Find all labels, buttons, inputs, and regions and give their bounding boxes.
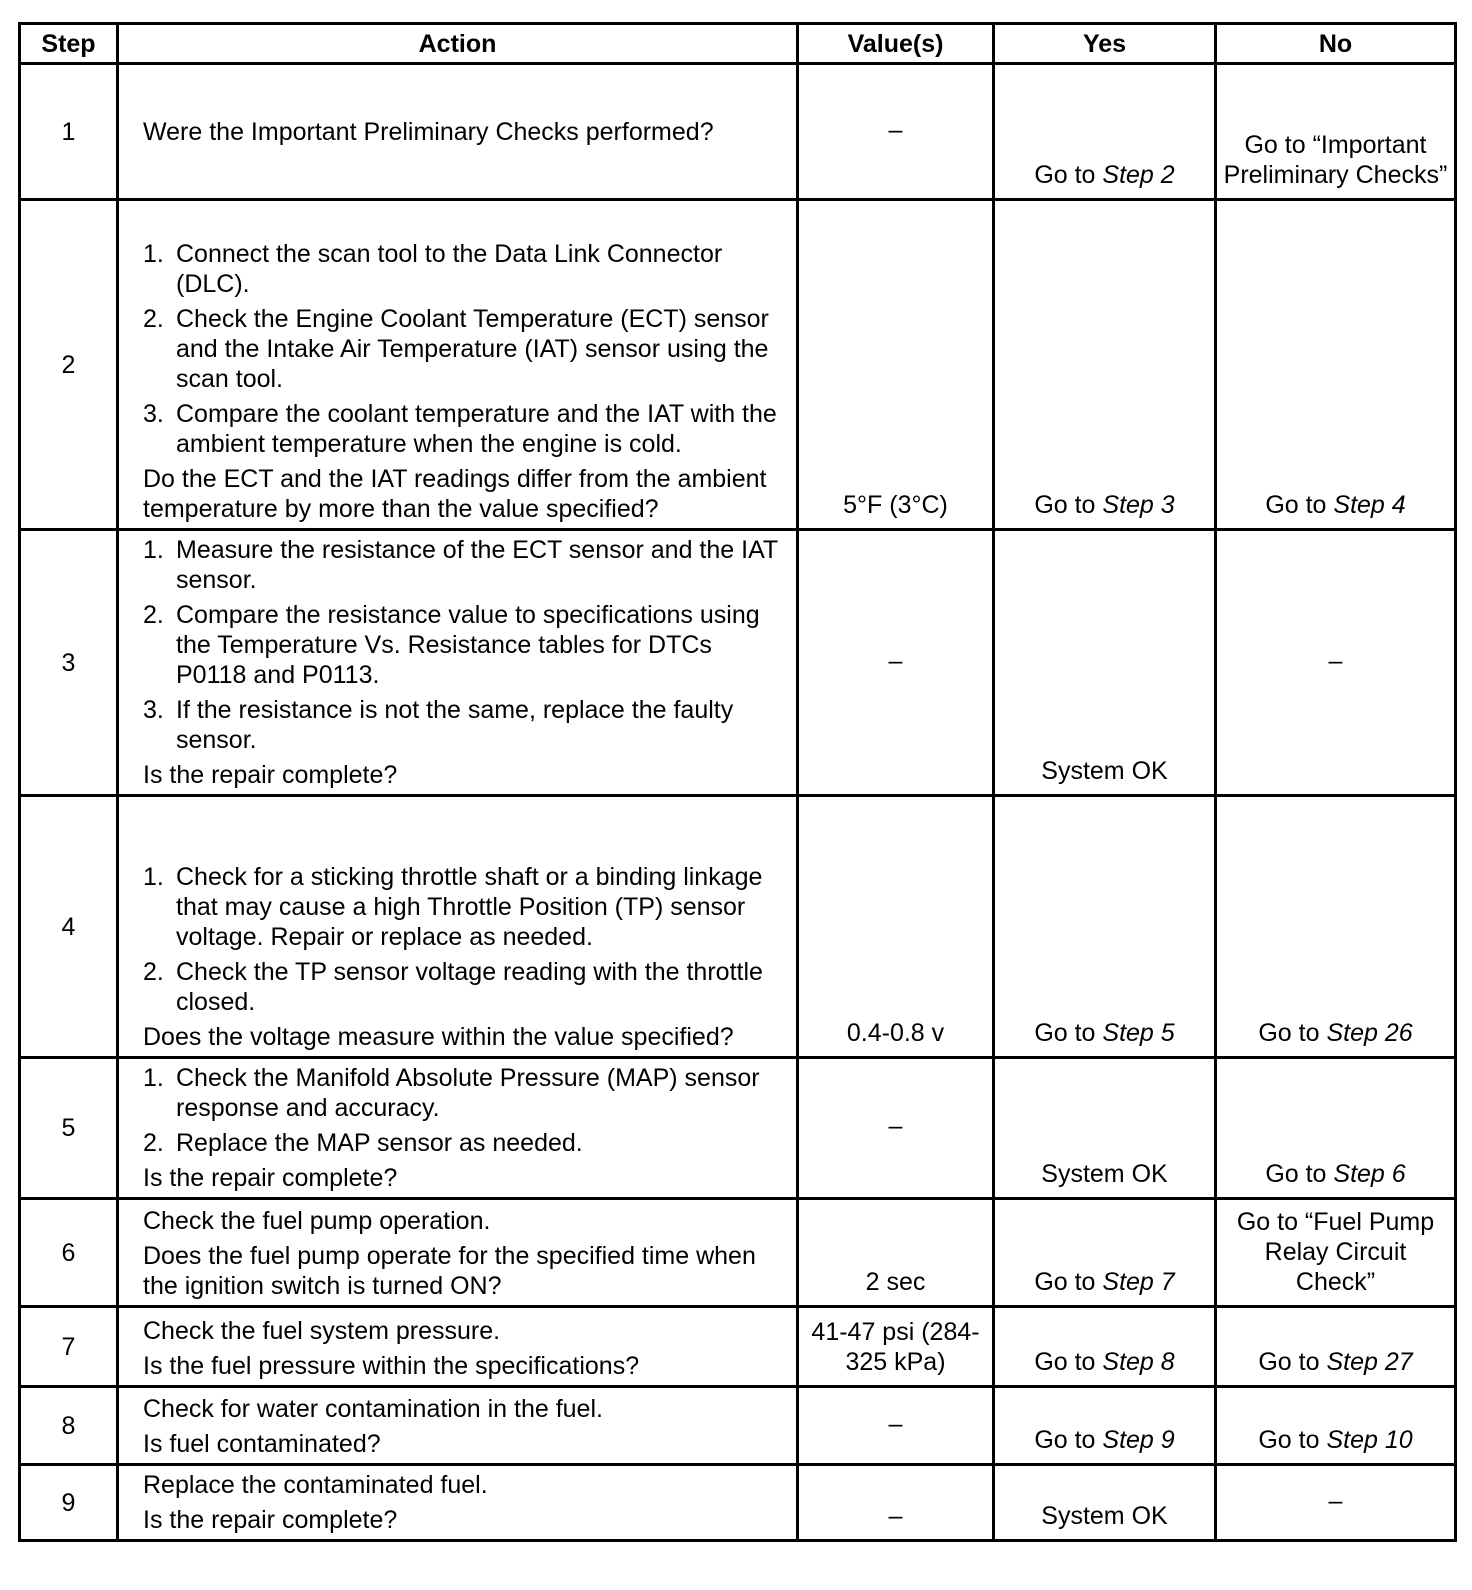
no-text[interactable]: Go to “Fuel Pump Relay Circuit Check” bbox=[1236, 1208, 1435, 1296]
no-text[interactable]: Go to “Important Preliminary Checks” bbox=[1223, 131, 1448, 189]
step-number: 7 bbox=[20, 1307, 118, 1387]
step-number: 4 bbox=[20, 796, 118, 1058]
value-cell: – bbox=[798, 1387, 994, 1465]
action-question: Is the repair complete? bbox=[143, 1164, 398, 1192]
header-action: Action bbox=[118, 24, 798, 64]
yes-text[interactable]: System OK bbox=[1041, 1160, 1168, 1188]
yes-cell bbox=[994, 796, 1216, 1058]
action-instruction: Check the fuel pump operation. bbox=[143, 1207, 491, 1235]
header-step: Step bbox=[20, 24, 118, 64]
no-step-link[interactable]: Step 10 bbox=[1326, 1426, 1413, 1454]
yes-cell bbox=[994, 64, 1216, 200]
list-item-text: If the resistance is not the same, replace the faulty sensor. bbox=[176, 696, 734, 754]
table-row bbox=[20, 1058, 1456, 1199]
no-step-link[interactable]: Step 6 bbox=[1333, 1160, 1406, 1188]
list-item-number: 2. bbox=[143, 601, 164, 629]
no-cell bbox=[1216, 200, 1456, 530]
table-row bbox=[20, 1465, 1456, 1541]
list-item-text: Check the Engine Coolant Temperature (ECT) sensor and the Intake Air Temperature (IAT) sensor using the scan tool. bbox=[176, 305, 769, 393]
list-item-number: 2. bbox=[143, 958, 164, 986]
list-item bbox=[143, 239, 788, 299]
value-cell: 2 sec bbox=[798, 1199, 994, 1307]
yes-cell bbox=[994, 1058, 1216, 1199]
action-cell bbox=[118, 200, 798, 530]
yes-step-link[interactable]: Step 3 bbox=[1102, 491, 1175, 519]
list-item bbox=[143, 1128, 788, 1158]
value-cell: – bbox=[798, 1058, 994, 1199]
yes-step-link[interactable]: Step 2 bbox=[1102, 161, 1175, 189]
table-row bbox=[20, 1199, 1456, 1307]
list-item-number: 3. bbox=[143, 400, 164, 428]
no-text: Go to bbox=[1258, 1426, 1327, 1454]
list-item-text: Compare the resistance value to specifications using the Temperature Vs. Resistance tables for DTCs P0118 and P0113. bbox=[176, 601, 760, 689]
list-item-number: 1. bbox=[143, 863, 164, 891]
yes-cell bbox=[994, 1307, 1216, 1387]
yes-text: Go to bbox=[1034, 491, 1103, 519]
yes-cell bbox=[994, 1199, 1216, 1307]
no-text: Go to bbox=[1265, 491, 1334, 519]
action-steps-list bbox=[143, 535, 788, 755]
no-step-link[interactable]: Step 27 bbox=[1326, 1348, 1413, 1376]
list-item-text: Measure the resistance of the ECT sensor and the IAT sensor. bbox=[176, 536, 778, 594]
list-item bbox=[143, 535, 788, 595]
list-item bbox=[143, 1063, 788, 1123]
list-item-number: 2. bbox=[143, 305, 164, 333]
action-question: Does the fuel pump operate for the specified time when the ignition switch is turned ON? bbox=[143, 1242, 756, 1300]
list-item bbox=[143, 304, 788, 394]
step-number: 9 bbox=[20, 1465, 118, 1541]
no-text: Go to bbox=[1258, 1348, 1327, 1376]
no-cell bbox=[1216, 1199, 1456, 1307]
no-text[interactable]: – bbox=[1328, 646, 1343, 675]
no-text: Go to bbox=[1258, 1019, 1327, 1047]
step-number: 1 bbox=[20, 64, 118, 200]
value-cell: 41-47 psi (284-325 kPa) bbox=[798, 1307, 994, 1387]
action-instruction: Replace the contaminated fuel. bbox=[143, 1471, 488, 1499]
action-cell bbox=[118, 64, 798, 200]
yes-cell bbox=[994, 530, 1216, 796]
list-item-text: Replace the MAP sensor as needed. bbox=[176, 1129, 583, 1157]
action-cell bbox=[118, 1387, 798, 1465]
value-cell: – bbox=[798, 1465, 994, 1541]
table-row bbox=[20, 1387, 1456, 1465]
list-item bbox=[143, 399, 788, 459]
step-number: 6 bbox=[20, 1199, 118, 1307]
no-step-link[interactable]: Step 26 bbox=[1326, 1019, 1413, 1047]
action-question: Is the repair complete? bbox=[143, 1506, 398, 1534]
value-cell: 0.4-0.8 v bbox=[798, 796, 994, 1058]
yes-step-link[interactable]: Step 7 bbox=[1102, 1268, 1175, 1296]
table-row bbox=[20, 530, 1456, 796]
value-cell: – bbox=[798, 530, 994, 796]
action-steps-list bbox=[143, 862, 788, 1017]
table-row bbox=[20, 1307, 1456, 1387]
no-cell bbox=[1216, 64, 1456, 200]
value-cell: 5°F (3°C) bbox=[798, 200, 994, 530]
yes-cell bbox=[994, 1465, 1216, 1541]
header-yes: Yes bbox=[994, 24, 1216, 64]
yes-text: Go to bbox=[1034, 1426, 1103, 1454]
no-step-link[interactable]: Step 4 bbox=[1333, 491, 1406, 519]
table-row bbox=[20, 200, 1456, 530]
yes-step-link[interactable]: Step 9 bbox=[1102, 1426, 1175, 1454]
action-cell bbox=[118, 530, 798, 796]
list-item-number: 1. bbox=[143, 240, 164, 268]
action-cell bbox=[118, 1058, 798, 1199]
yes-step-link[interactable]: Step 8 bbox=[1102, 1348, 1175, 1376]
yes-text: Go to bbox=[1034, 1268, 1103, 1296]
list-item-number: 1. bbox=[143, 536, 164, 564]
list-item-number: 2. bbox=[143, 1129, 164, 1157]
action-cell bbox=[118, 1307, 798, 1387]
no-cell bbox=[1216, 1387, 1456, 1465]
list-item-text: Compare the coolant temperature and the IAT with the ambient temperature when the engine is cold. bbox=[176, 400, 777, 458]
action-question: Do the ECT and the IAT readings differ from the ambient temperature by more than the value specified? bbox=[143, 465, 767, 523]
list-item-number: 1. bbox=[143, 1064, 164, 1092]
list-item bbox=[143, 695, 788, 755]
yes-step-link[interactable]: Step 5 bbox=[1102, 1019, 1175, 1047]
no-text: Go to bbox=[1265, 1160, 1334, 1188]
no-cell bbox=[1216, 1307, 1456, 1387]
list-item-text: Check the Manifold Absolute Pressure (MAP) sensor response and accuracy. bbox=[176, 1064, 760, 1122]
action-steps-list bbox=[143, 239, 788, 459]
list-item-text: Check for a sticking throttle shaft or a binding linkage that may cause a high Throttle Position (TP) sensor voltage. Repair or replace as needed. bbox=[176, 863, 763, 951]
action-instruction: Check the fuel system pressure. bbox=[143, 1317, 501, 1345]
list-item bbox=[143, 957, 788, 1017]
step-number: 5 bbox=[20, 1058, 118, 1199]
action-question: Does the voltage measure within the value specified? bbox=[143, 1023, 734, 1051]
step-number: 2 bbox=[20, 200, 118, 530]
yes-cell bbox=[994, 200, 1216, 530]
action-instruction: Check for water contamination in the fuel. bbox=[143, 1395, 603, 1423]
list-item-text: Check the TP sensor voltage reading with the throttle closed. bbox=[176, 958, 763, 1016]
yes-text: Go to bbox=[1034, 161, 1103, 189]
action-question: Is fuel contaminated? bbox=[143, 1430, 381, 1458]
step-number: 3 bbox=[20, 530, 118, 796]
no-cell bbox=[1216, 530, 1456, 796]
list-item-number: 3. bbox=[143, 696, 164, 724]
no-cell bbox=[1216, 1058, 1456, 1199]
value-cell: – bbox=[798, 64, 994, 200]
header-values: Value(s) bbox=[798, 24, 994, 64]
yes-text: Go to bbox=[1034, 1348, 1103, 1376]
action-cell bbox=[118, 1199, 798, 1307]
yes-text[interactable]: System OK bbox=[1041, 1502, 1168, 1530]
header-no: No bbox=[1216, 24, 1456, 64]
action-question: Is the repair complete? bbox=[143, 761, 398, 789]
action-cell bbox=[118, 1465, 798, 1541]
yes-cell bbox=[994, 1387, 1216, 1465]
diagnostic-table bbox=[18, 22, 1457, 1542]
yes-text[interactable]: System OK bbox=[1041, 757, 1168, 785]
list-item-text: Connect the scan tool to the Data Link Connector (DLC). bbox=[176, 240, 723, 298]
action-cell bbox=[118, 796, 798, 1058]
action-question: Is the fuel pressure within the specifications? bbox=[143, 1352, 640, 1380]
table-row bbox=[20, 64, 1456, 200]
header-row bbox=[20, 24, 1456, 64]
no-cell bbox=[1216, 1465, 1456, 1541]
list-item bbox=[143, 600, 788, 690]
list-item bbox=[143, 862, 788, 952]
no-cell bbox=[1216, 796, 1456, 1058]
action-question: Were the Important Preliminary Checks performed? bbox=[143, 117, 714, 146]
table-body bbox=[20, 64, 1456, 1541]
yes-text: Go to bbox=[1034, 1019, 1103, 1047]
no-text[interactable]: – bbox=[1328, 1486, 1343, 1515]
step-number: 8 bbox=[20, 1387, 118, 1465]
action-steps-list bbox=[143, 1063, 788, 1158]
table-row bbox=[20, 796, 1456, 1058]
